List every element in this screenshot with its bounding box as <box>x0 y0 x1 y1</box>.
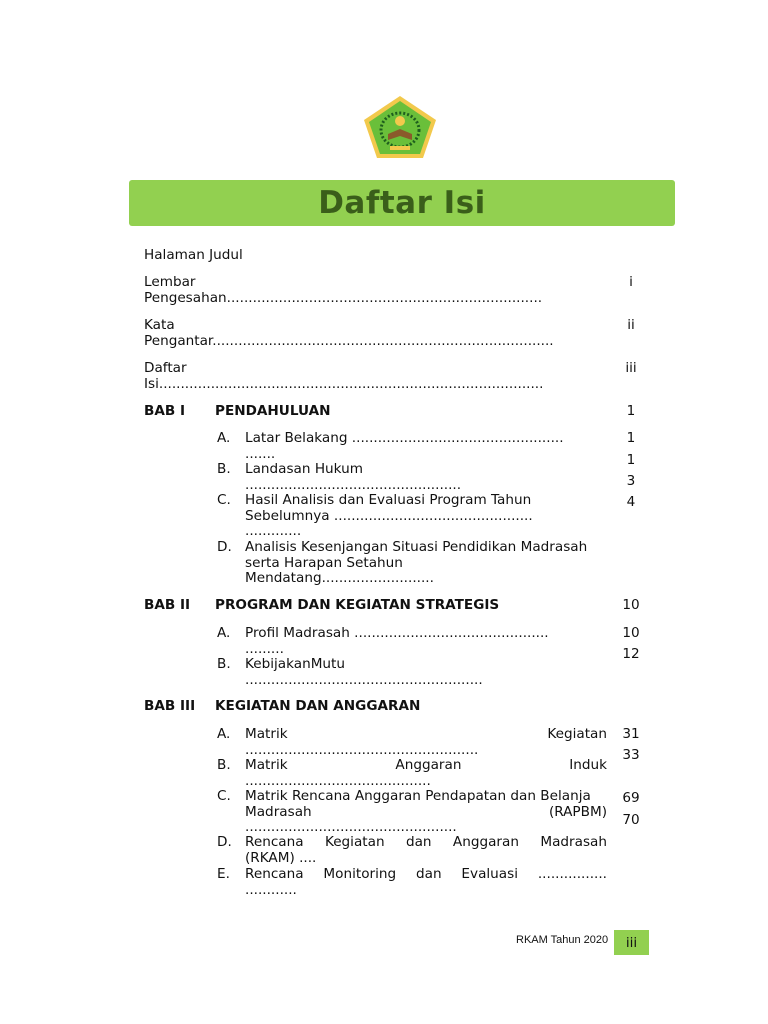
toc-daftar-line1: Daftar <box>144 360 187 376</box>
bab3-d-line1: Rencana Kegiatan dan Anggaran Madrasah <box>245 834 607 850</box>
bab3-e-line2: ............ <box>245 881 297 898</box>
footer-label: RKAM Tahun 2020 <box>516 934 609 946</box>
bab1-c-line2: Sebelumnya .............................................. <box>245 507 533 524</box>
bab3-b-line1: Matrik Anggaran Induk <box>245 757 607 773</box>
bab1-page-b: 1 <box>626 452 636 468</box>
bab3-a-line2: ...................................................... <box>245 741 479 758</box>
bab1-a-letter: A. <box>217 430 231 446</box>
toc-daftar-page: iii <box>625 360 637 376</box>
bab3-c-line2: Madrasah (RAPBM) <box>245 803 607 820</box>
bab3-e-letter: E. <box>217 866 230 882</box>
bab1-c-letter: C. <box>217 492 231 508</box>
bab3-c-line3: ................................................. <box>245 819 457 835</box>
bab3-d-line2: (RKAM) .... <box>245 849 317 866</box>
bab1-c-line1: Hasil Analisis dan Evaluasi Program Tahun <box>245 492 532 508</box>
bab1-c-line3: ............. <box>245 523 302 539</box>
toc-daftar-line2: Isi......................................................................................... <box>144 375 544 392</box>
bab3-c-line1: Matrik Rencana Anggaran Pendapatan dan Belanja <box>245 788 591 804</box>
bab1-page-c: 3 <box>626 473 636 489</box>
bab2-a-letter: A. <box>217 625 231 641</box>
bab1-a-line1: Latar Belakang ................................................. <box>245 430 564 446</box>
bab1-b-letter: B. <box>217 461 231 477</box>
bab3-page-a: 31 <box>622 726 640 742</box>
title-banner <box>129 180 675 226</box>
bab3-page-d: 70 <box>622 812 640 828</box>
toc-halaman-judul: Halaman Judul <box>144 247 243 263</box>
bab3-a-letter: A. <box>217 726 231 742</box>
page-title: Daftar Isi <box>318 185 486 221</box>
footer-page-number: iii <box>614 930 649 955</box>
toc-lembar-line2: Pengesahan......................................................................... <box>144 289 543 306</box>
bab2-a-line2: ......... <box>245 640 284 657</box>
bab2-b-line2: ....................................................... <box>245 671 483 688</box>
bab2-title: PROGRAM DAN KEGIATAN STRATEGIS <box>215 597 500 613</box>
bab2-b-line1: KebijakanMutu <box>245 656 345 672</box>
bab3-b-letter: B. <box>217 757 231 773</box>
bab3-c-letter: C. <box>217 788 231 804</box>
bab3-a-line1: Matrik Kegiatan <box>245 726 607 742</box>
bab1-page-d: 4 <box>626 494 636 510</box>
bab2-a-line1: Profil Madrasah ............................................. <box>245 625 549 641</box>
toc-kata-line2: Pengantar............................................................................... <box>144 332 554 349</box>
bab2-page: 10 <box>622 597 640 613</box>
bab3-code: BAB III <box>144 698 196 714</box>
kemenag-emblem-icon <box>360 92 440 162</box>
bab2-page-b: 12 <box>622 646 640 662</box>
bab1-code: BAB I <box>144 403 186 419</box>
toc-kata-page: ii <box>627 317 635 333</box>
bab1-a-line2: ....... <box>245 445 276 462</box>
bab1-title: PENDAHULUAN <box>215 403 331 419</box>
bab2-page-a: 10 <box>622 625 640 641</box>
bab3-b-line2: ........................................... <box>245 772 431 789</box>
toc-lembar-line1: Lembar <box>144 274 196 290</box>
bab2-code: BAB II <box>144 597 191 613</box>
bab1-page-a: 1 <box>626 430 636 446</box>
bab3-page-b: 33 <box>622 747 640 763</box>
bab3-page-c: 69 <box>622 790 640 806</box>
bab2-b-letter: B. <box>217 656 231 672</box>
bab1-d-line1: Analisis Kesenjangan Situasi Pendidikan Madrasah <box>245 539 588 555</box>
bab1-d-line3: Mendatang.......................... <box>245 570 434 586</box>
bab1-d-letter: D. <box>217 539 232 555</box>
toc-lembar-page: i <box>629 274 633 290</box>
bab1-d-line2: serta Harapan Setahun <box>245 554 403 571</box>
bab1-b-line1: Landasan Hukum <box>245 461 363 477</box>
bab1-b-line2: .................................................. <box>245 476 462 493</box>
bab3-title: KEGIATAN DAN ANGGARAN <box>215 698 421 714</box>
bab1-page: 1 <box>626 403 636 419</box>
toc-kata-line1: Kata <box>144 317 175 333</box>
bab3-d-letter: D. <box>217 834 232 850</box>
bab3-e-line1: Rencana Monitoring dan Evaluasi ................ <box>245 866 607 882</box>
